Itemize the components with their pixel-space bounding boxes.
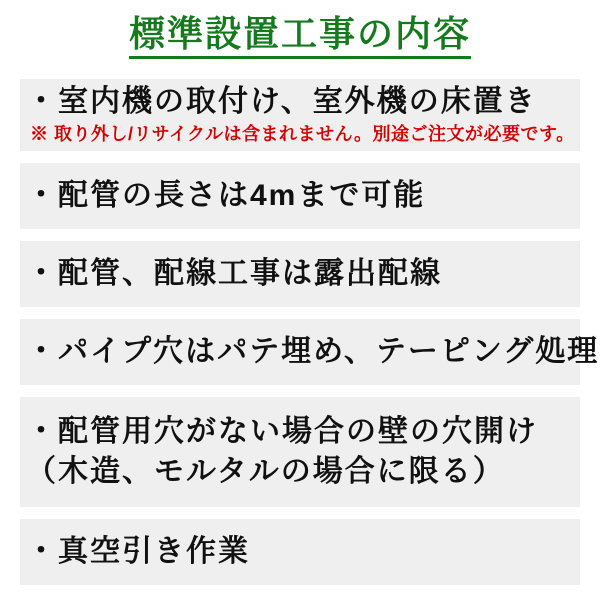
bullet: ・	[26, 179, 58, 213]
item-note: ※ 取り外し/リサイクルは含まれません。別途ご注文が必要です。	[30, 124, 575, 145]
bullet: ・	[26, 535, 58, 569]
bullet: ・	[26, 335, 58, 369]
bullet: ・	[26, 85, 58, 119]
item-text-label: 配管用穴がない場合の壁の穴開け	[58, 415, 538, 449]
title-container	[0, 0, 600, 59]
item-text	[26, 254, 570, 294]
page-title: 標準設置工事の内容	[129, 13, 471, 59]
work-items-list	[20, 79, 600, 585]
bullet: ・	[26, 257, 58, 291]
item-text-label: パイプ穴はパテ埋め、テーピング処理	[58, 335, 600, 369]
list-item	[20, 241, 580, 307]
list-item	[20, 163, 580, 229]
item-text	[26, 412, 570, 452]
item-text-label: 配管の長さは4mまで可能	[58, 179, 426, 213]
list-item	[20, 319, 600, 385]
list-item	[20, 519, 580, 585]
list-item	[20, 397, 580, 507]
bullet: ・	[26, 415, 58, 449]
item-text	[26, 82, 570, 122]
list-item	[20, 79, 580, 151]
item-text-label: 配管、配線工事は露出配線	[58, 257, 442, 291]
item-text	[26, 332, 600, 372]
item-text-label: 真空引き作業	[58, 535, 250, 569]
item-text-label: 室内機の取付け、室外機の床置き	[58, 85, 537, 119]
item-text-continued: （木造、モルタルの場合に限る）	[26, 455, 505, 489]
item-text	[26, 532, 570, 572]
item-text	[26, 176, 570, 216]
